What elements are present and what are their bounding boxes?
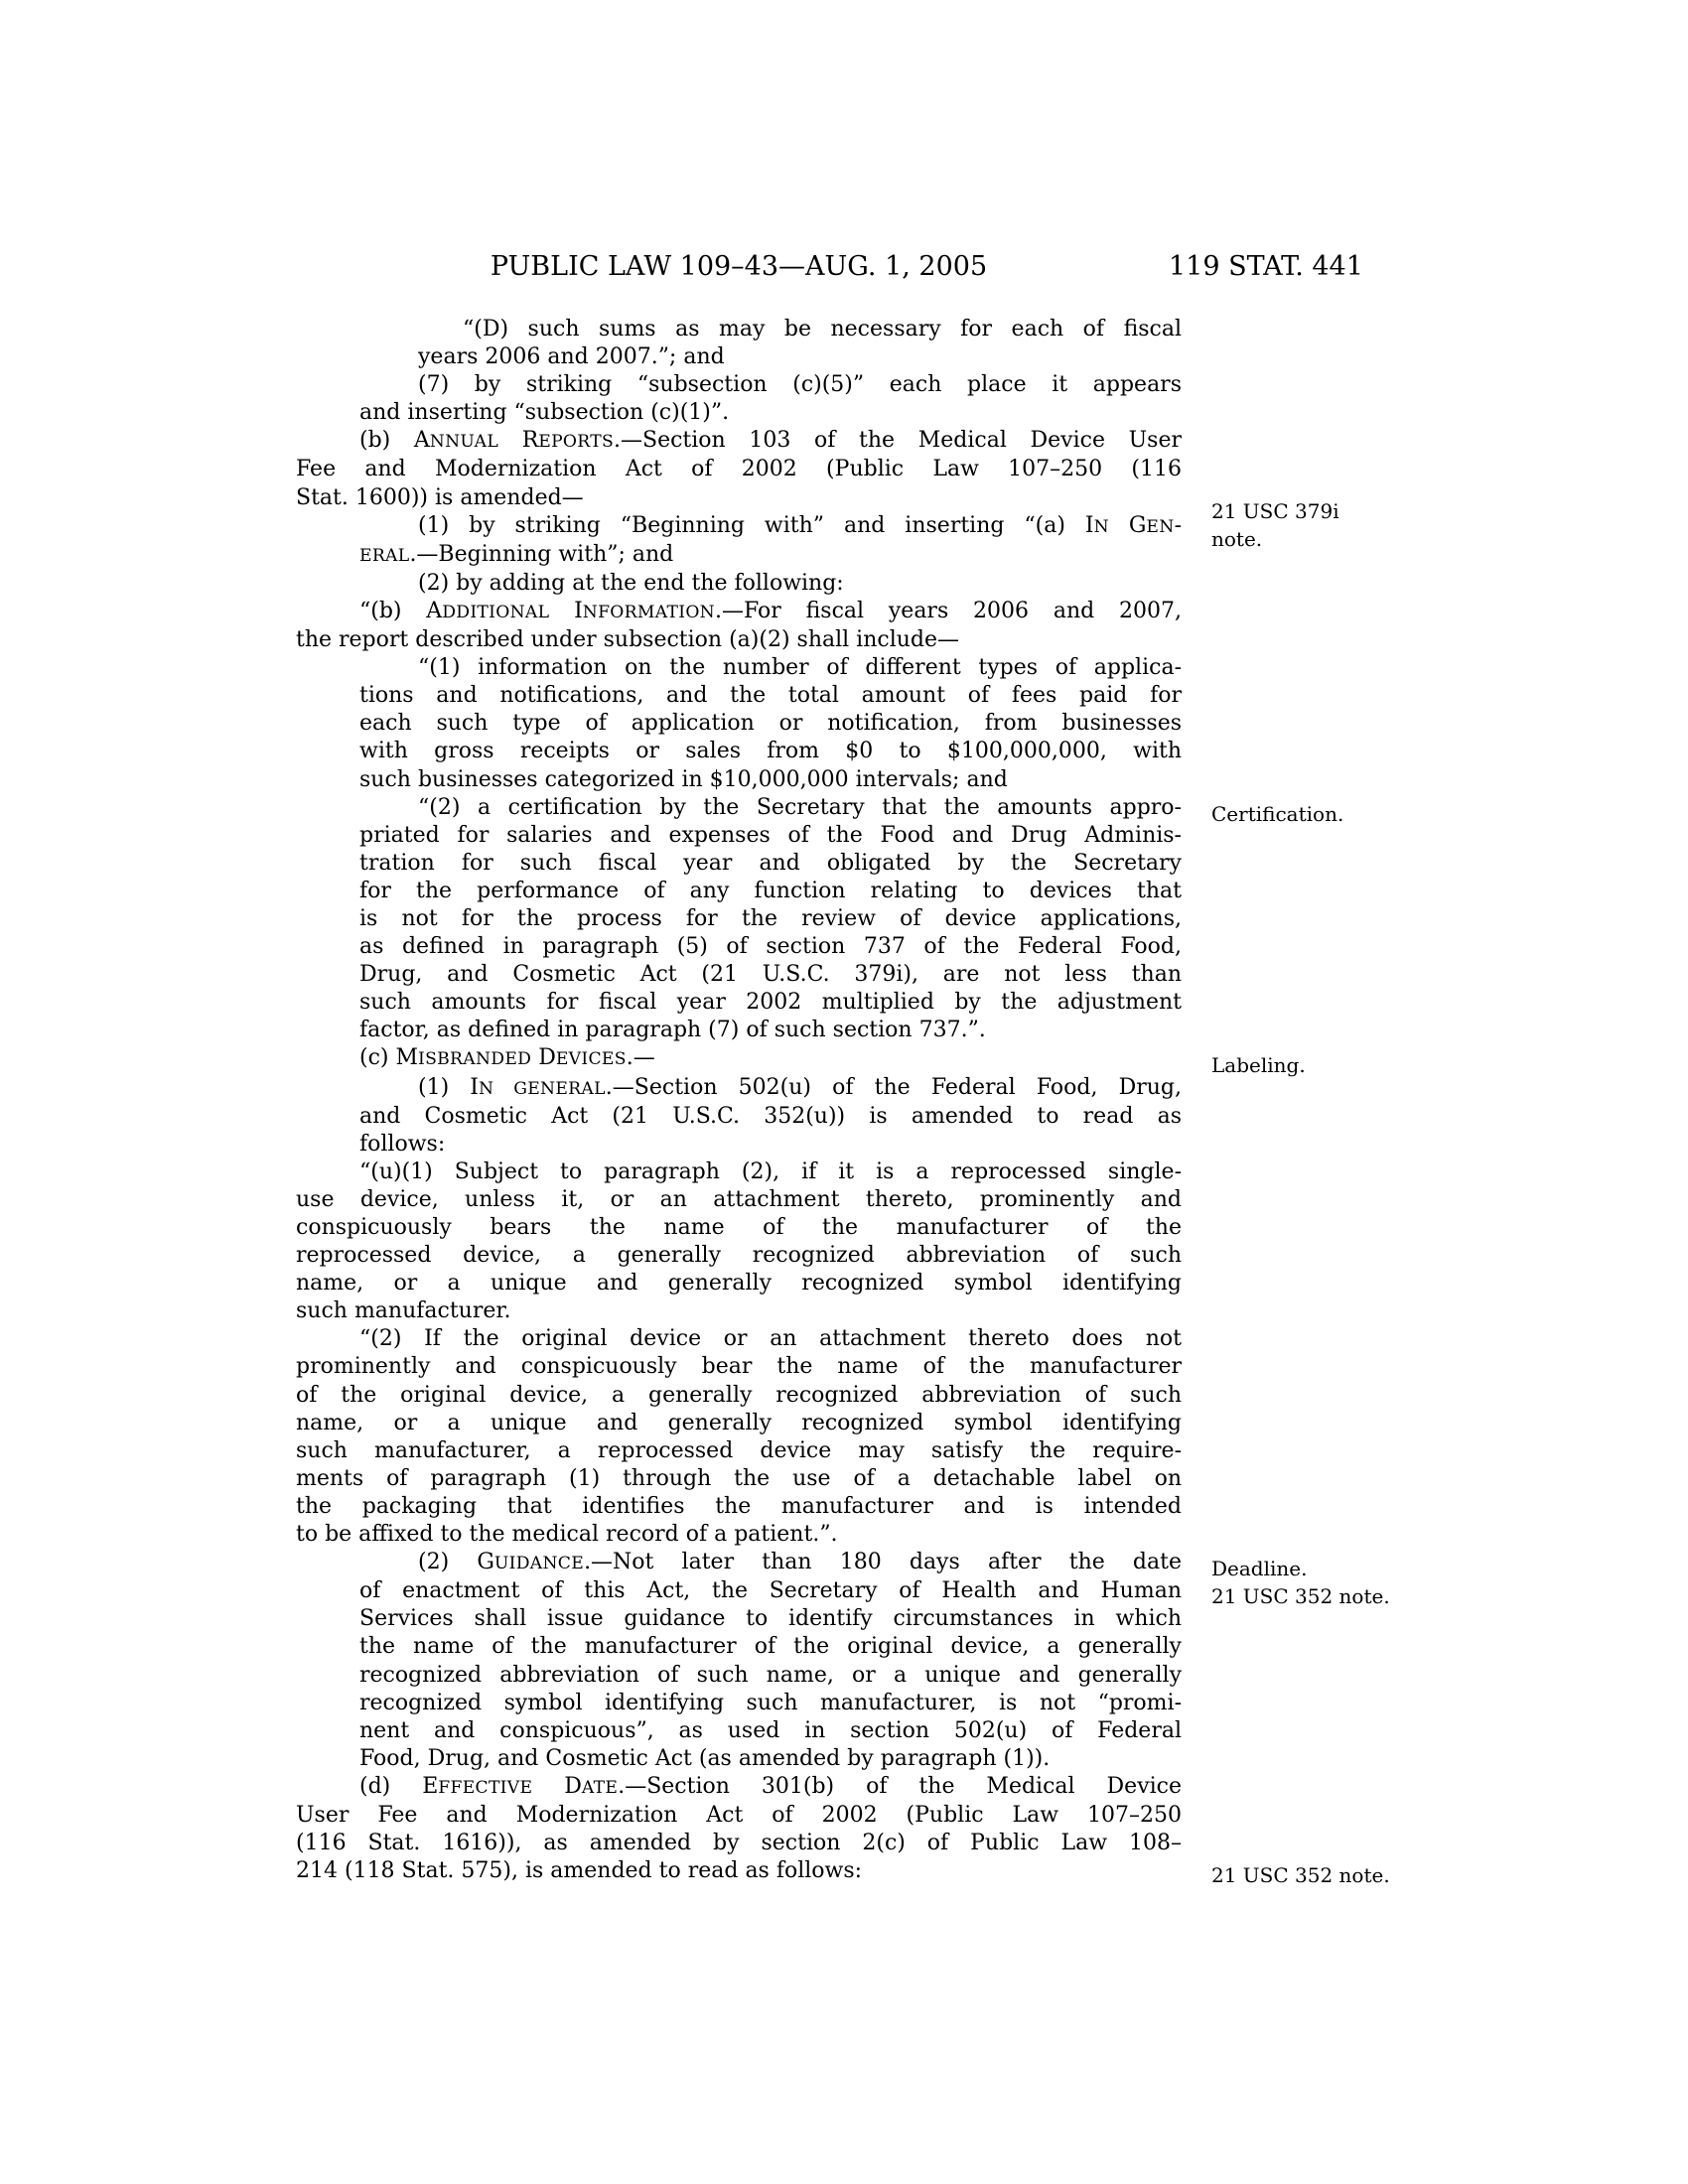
body-text: such amounts for fiscal year 2002 multiplied by the adjustment: [359, 990, 1182, 1016]
body-text: such manufacturer.: [296, 1298, 511, 1324]
small-caps-text: DDITIONAL: [442, 602, 550, 622]
text-line: [296, 1465, 1182, 1493]
body-text: (2) G: [418, 1550, 494, 1575]
small-caps-text: NFORMATION: [582, 602, 715, 622]
body-text: Services shall issue guidance to identify circumstances in which: [359, 1606, 1182, 1632]
body-text: G: [1108, 512, 1147, 538]
body-text: and Cosmetic Act (21 U.S.C. 352(u)) is amended to read as: [359, 1103, 1182, 1129]
body-text: (d) E: [359, 1773, 439, 1799]
small-caps-text: EN: [1146, 516, 1175, 537]
body-text: follows:: [359, 1131, 446, 1157]
body-text: with gross receipts or sales from $0 to $100,000,000, with: [359, 739, 1182, 764]
body-text: (1) I: [418, 1074, 479, 1100]
body-text: (116 Stat. 1616)), as amended by section 2(c) of Public Law 108–: [296, 1831, 1182, 1856]
text-line: [359, 850, 1182, 878]
text-line: [359, 682, 1182, 710]
body-text: tration for such fiscal year and obligated by the Secretary: [359, 850, 1182, 876]
margin-note-line: note.: [1211, 527, 1263, 551]
body-text: “(u)(1) Subject to paragraph (2), if it is a reprocessed single-: [359, 1159, 1182, 1184]
text-line: [359, 1044, 1182, 1073]
text-line: [418, 371, 1182, 399]
body-text: 214 (118 Stat. 575), is amended to read as follows:: [296, 1858, 863, 1884]
body-text: the report described under subsection (a)(2) shall include—: [296, 627, 960, 653]
body-text: D: [531, 1045, 556, 1071]
text-line: [359, 1745, 1182, 1773]
small-caps-text: N GENERAL: [479, 1078, 606, 1099]
body-text: “(b) A: [359, 598, 443, 623]
text-line: [296, 1830, 1182, 1857]
small-caps-text: EPORTS: [538, 432, 615, 453]
text-line: [418, 1074, 1182, 1103]
body-text: of the original device, a generally recognized abbreviation of such: [296, 1382, 1182, 1408]
margin-note-line: Labeling.: [1211, 1053, 1306, 1077]
text-line: [359, 1017, 1182, 1044]
body-text: Drug, and Cosmetic Act (21 U.S.C. 379i), are not less than: [359, 962, 1182, 988]
body-text: .—Section 301(b) of the Medical Device: [618, 1773, 1182, 1799]
small-caps-text: UIDANCE: [493, 1554, 585, 1574]
margin-note: [1211, 497, 1440, 553]
text-line: [359, 1605, 1182, 1633]
body-text: User Fee and Modernization Act of 2002 (Public Law 107–250: [296, 1802, 1182, 1828]
running-head-law-title: PUBLIC LAW 109–43—AUG. 1, 2005: [490, 251, 988, 282]
margin-note-line: 21 USC 379i: [1211, 499, 1339, 523]
text-line: [359, 598, 1182, 626]
running-head-stat-number: 119 STAT. 441: [1169, 251, 1363, 282]
body-text: tions and notifications, and the total amount of fees paid for: [359, 683, 1182, 709]
small-caps-text: ISBRANDED: [418, 1049, 532, 1070]
text-line: [359, 822, 1182, 850]
text-line: [359, 933, 1182, 961]
margin-note-line: Certification.: [1211, 802, 1344, 826]
body-text: “(1) information on the number of different types of applica-: [418, 655, 1182, 681]
text-line: [296, 1382, 1182, 1410]
body-text: name, or a unique and generally recognized symbol identifying: [296, 1410, 1182, 1435]
text-line: [296, 1214, 1182, 1242]
body-text: priated for salaries and expenses of the Food and Drug Adminis-: [359, 822, 1182, 848]
text-line: [359, 905, 1182, 933]
text-line: [359, 541, 1182, 570]
body-text: R: [498, 428, 539, 454]
text-line: [296, 1493, 1182, 1521]
body-text: .—Not later than 180 days after the date: [584, 1550, 1182, 1575]
margin-note: [1211, 1051, 1440, 1079]
body-text: conspicuously bears the name of the manufacturer of the: [296, 1215, 1182, 1240]
body-text: is not for the process for the review of device applications,: [359, 905, 1182, 931]
body-text: Fee and Modernization Act of 2002 (Public Law 107–250 (116: [296, 457, 1182, 482]
small-caps-text: NNUAL: [429, 432, 499, 453]
text-line: [359, 961, 1182, 989]
text-line: [359, 1717, 1182, 1745]
small-caps-text: FFECTIVE: [438, 1777, 533, 1798]
body-text: the name of the manufacturer of the original device, a generally: [359, 1634, 1182, 1660]
small-caps-text: ATE: [581, 1777, 619, 1798]
body-text: reprocessed device, a generally recognized abbreviation of such: [296, 1243, 1182, 1269]
text-line: [418, 1549, 1182, 1577]
body-text: ments of paragraph (1) through the use of a detachable label on: [296, 1465, 1182, 1491]
margin-note-line: 21 USC 352 note.: [1211, 1584, 1390, 1608]
text-line: [296, 1410, 1182, 1437]
text-line: [359, 1325, 1182, 1353]
text-line: [296, 1857, 1182, 1885]
text-line: [418, 654, 1182, 682]
text-line: [296, 1802, 1182, 1830]
text-line: [296, 626, 1182, 654]
body-text: I: [549, 598, 583, 623]
body-text: recognized symbol identifying such manufacturer, is not “promi-: [359, 1690, 1182, 1715]
body-text: and inserting “subsection (c)(1)”.: [359, 400, 730, 426]
body-text: -: [1174, 512, 1182, 538]
text-line: [359, 1773, 1182, 1802]
text-line: [296, 456, 1182, 483]
text-line: [463, 316, 1182, 343]
margin-note: [1211, 800, 1440, 828]
text-line: [418, 570, 1182, 598]
body-text: .—Beginning with”; and: [409, 541, 674, 567]
text-line: [418, 794, 1182, 822]
body-text: factor, as defined in paragraph (7) of such section 737.”.: [359, 1018, 986, 1043]
margin-note: [1211, 1861, 1440, 1889]
text-line: [296, 484, 1182, 512]
text-line: [359, 427, 1182, 456]
body-text: “(2) If the original device or an attachment thereto does not: [359, 1326, 1182, 1352]
text-line: [296, 1297, 1182, 1325]
body-text: (b) A: [359, 428, 430, 454]
text-line: [359, 1633, 1182, 1661]
body-text: each such type of application or notification, from businesses: [359, 711, 1182, 737]
body-text: (2) by adding at the end the following:: [418, 570, 844, 596]
text-line: [359, 1577, 1182, 1605]
text-line: [359, 1103, 1182, 1131]
body-text: years 2006 and 2007.”; and: [418, 344, 725, 370]
margin-note-line: Deadline.: [1211, 1557, 1308, 1580]
body-text: (1) by striking “Beginning with” and inserting “(a) I: [418, 512, 1094, 538]
body-text: .—Section 502(u) of the Federal Food, Drug,: [605, 1074, 1182, 1100]
text-line: [418, 512, 1182, 541]
small-caps-text: EVICES: [555, 1049, 627, 1070]
text-line: [359, 1159, 1182, 1186]
text-line: [296, 1186, 1182, 1214]
body-text: the packaging that identifies the manufacturer and is intended: [296, 1493, 1182, 1519]
text-line: [359, 1690, 1182, 1717]
document-body: [296, 316, 1182, 1885]
body-text: (7) by striking “subsection (c)(5)” each place it appears: [418, 372, 1182, 398]
small-caps-text: ERAL: [359, 545, 410, 566]
body-text: D: [532, 1773, 582, 1799]
body-text: .—Section 103 of the Medical Device User: [614, 428, 1182, 454]
text-line: [359, 1662, 1182, 1690]
body-text: to be affixed to the medical record of a patient.”.: [296, 1522, 838, 1548]
body-text: (c) M: [359, 1045, 419, 1071]
text-line: [296, 1521, 1182, 1549]
margin-note: [1211, 1555, 1440, 1610]
body-text: for the performance of any function relating to devices that: [359, 878, 1182, 903]
text-line: [359, 766, 1182, 794]
body-text: prominently and conspicuously bear the name of the manufacturer: [296, 1354, 1182, 1380]
text-line: [359, 399, 1182, 427]
text-line: [296, 1353, 1182, 1381]
text-line: [418, 343, 1182, 371]
text-line: [359, 989, 1182, 1017]
body-text: name, or a unique and generally recognized symbol identifying: [296, 1271, 1182, 1297]
body-text: .—: [626, 1045, 655, 1071]
body-text: such businesses categorized in $10,000,000 intervals; and: [359, 766, 1008, 792]
body-text: such manufacturer, a reprocessed device may satisfy the require-: [296, 1437, 1182, 1463]
body-text: Food, Drug, and Cosmetic Act (as amended by paragraph (1)).: [359, 1745, 1051, 1771]
text-line: [359, 878, 1182, 905]
body-text: .—For fiscal years 2006 and 2007,: [715, 598, 1182, 623]
text-line: [359, 1131, 1182, 1159]
text-line: [359, 710, 1182, 738]
text-line: [359, 738, 1182, 765]
text-line: [296, 1270, 1182, 1297]
body-text: nent and conspicuous”, as used in section 502(u) of Federal: [359, 1717, 1182, 1743]
small-caps-text: N: [1093, 516, 1109, 537]
body-text: “(D) such sums as may be necessary for each of fiscal: [463, 317, 1182, 341]
body-text: of enactment of this Act, the Secretary of Health and Human: [359, 1578, 1182, 1604]
body-text: “(2) a certification by the Secretary that the amounts appro-: [418, 794, 1182, 820]
body-text: Stat. 1600)) is amended—: [296, 484, 584, 510]
text-line: [296, 1242, 1182, 1270]
body-text: use device, unless it, or an attachment thereto, prominently and: [296, 1186, 1182, 1212]
text-line: [296, 1437, 1182, 1465]
body-text: recognized abbreviation of such name, or a unique and generally: [359, 1662, 1182, 1688]
body-text: as defined in paragraph (5) of section 737 of the Federal Food,: [359, 934, 1182, 960]
margin-note-line: 21 USC 352 note.: [1211, 1863, 1390, 1887]
